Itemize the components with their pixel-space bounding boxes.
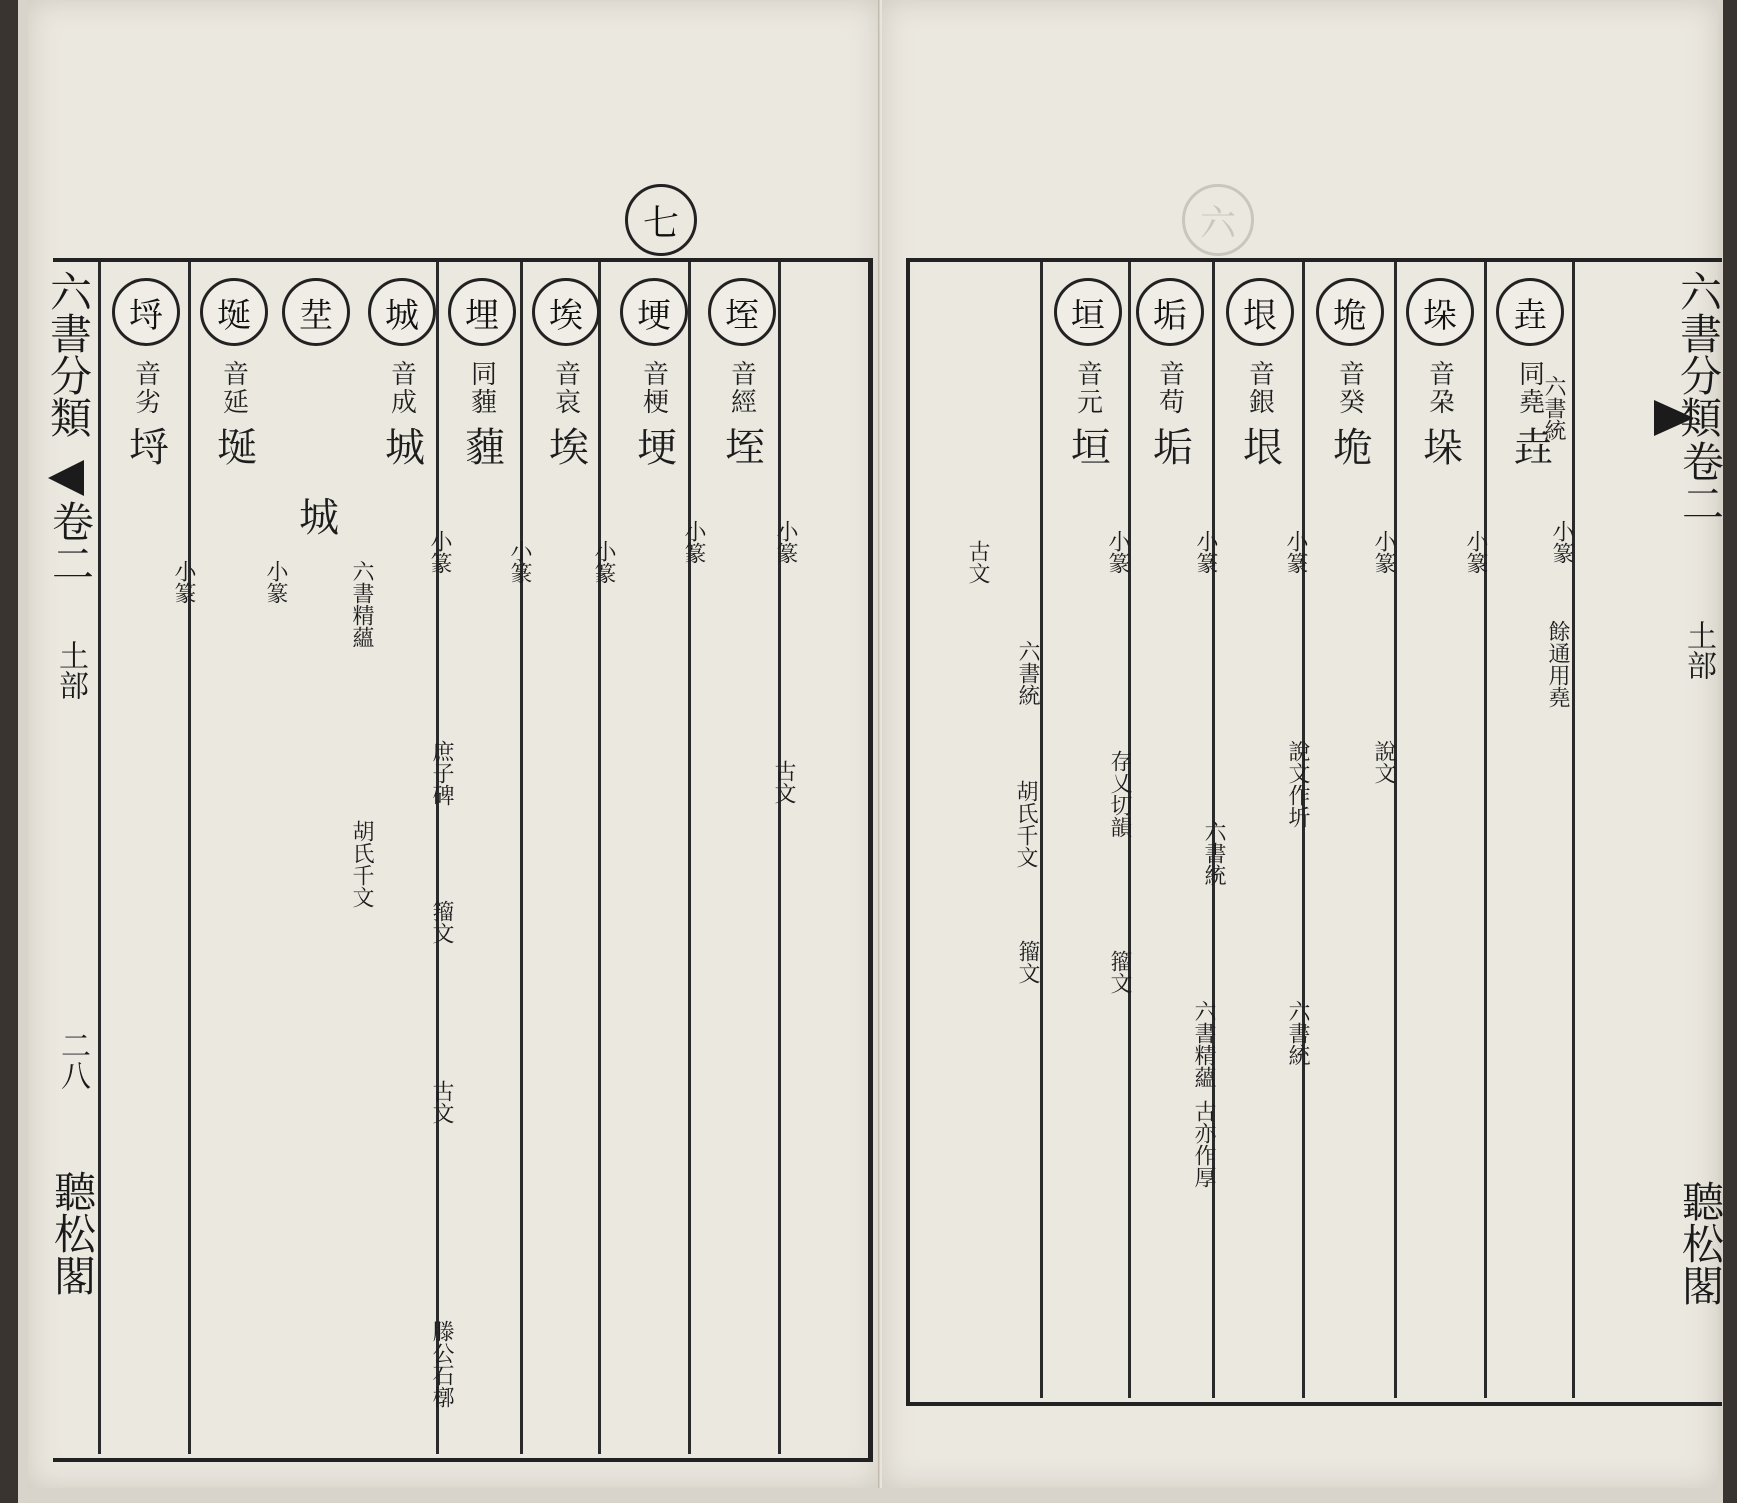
entry-script-label: 小篆	[507, 540, 532, 584]
entry-column	[706, 262, 778, 468]
right-margin-tab	[1654, 400, 1694, 436]
entry-note: 六書精蘊	[349, 560, 374, 648]
entry-note: 古文	[965, 540, 990, 584]
entry-script-label: 小篆	[1371, 530, 1396, 574]
entry-head: 城	[368, 278, 436, 346]
entry-note: 餘通用堯	[1545, 620, 1570, 708]
entry-column	[1224, 262, 1296, 468]
right-margin-title: 六書分類	[1674, 270, 1723, 438]
right-page	[882, 0, 1725, 1488]
entry-note: 胡氏千文	[1013, 780, 1038, 868]
seal-glyph: 垤	[718, 426, 765, 468]
entry-column	[446, 262, 518, 468]
entry-note: 籀文	[1107, 950, 1132, 994]
entry-note: 籀文	[429, 900, 454, 944]
entry-column	[1052, 262, 1124, 468]
seal-glyph: 埃	[542, 426, 589, 468]
entry-pronunciation: 音梗	[638, 360, 669, 416]
entry-script-label: 小篆	[1193, 530, 1218, 574]
seal-glyph: 垠	[1236, 426, 1283, 468]
entry-script-label: 小篆	[591, 540, 616, 584]
column-divider	[1484, 262, 1487, 1398]
entry-head: 埒	[112, 278, 180, 346]
entry-script-label: 小篆	[263, 560, 288, 604]
page-marker-right: 六	[1182, 184, 1254, 256]
entry-pronunciation: 音延	[218, 360, 249, 416]
seal-glyph: 城	[378, 426, 425, 468]
entry-column	[198, 262, 270, 468]
column-divider	[778, 262, 781, 1454]
left-page	[28, 0, 880, 1488]
page-marker-left: 七	[625, 184, 697, 256]
left-margin-publisher: 聽松閣	[48, 1170, 97, 1296]
entry-script-label: 小篆	[1105, 530, 1130, 574]
entry-note: 說文作圻	[1285, 740, 1310, 828]
right-margin-publisher: 聽松閣	[1676, 1180, 1725, 1306]
entry-script-label: 小篆	[427, 530, 452, 574]
entry-note: 說文	[1371, 740, 1396, 784]
entry-note: 六書統	[1285, 1000, 1310, 1066]
seal-glyph: 垝	[1326, 426, 1373, 468]
entry-head: 垢	[1136, 278, 1204, 346]
seal-glyph: 薶	[458, 426, 505, 468]
entry-script-label: 小篆	[1549, 520, 1574, 564]
entry-note: 六書統	[1541, 375, 1566, 441]
entry-pronunciation: 音元	[1072, 360, 1103, 416]
seal-glyph: 埏	[210, 426, 257, 468]
entry-pronunciation: 音銀	[1244, 360, 1275, 416]
seal-glyph: 垣	[1064, 426, 1111, 468]
entry-column	[366, 262, 438, 468]
column-divider	[188, 262, 191, 1454]
seal-glyph: 垛	[1416, 426, 1463, 468]
book-spread	[18, 0, 1723, 1503]
right-margin-volume: 卷二	[1676, 440, 1725, 524]
entry-column	[618, 262, 690, 468]
entry-column	[1314, 262, 1386, 468]
entry-column	[530, 262, 602, 468]
column-divider	[1572, 262, 1575, 1398]
entry-column	[1134, 262, 1206, 468]
entry-head: 埋	[448, 278, 516, 346]
entry-head: 垠	[1226, 278, 1294, 346]
entry-column	[110, 262, 182, 468]
entry-pronunciation: 音苟	[1154, 360, 1185, 416]
entry-script-label: 小篆	[773, 520, 798, 564]
entry-pronunciation: 音劣	[130, 360, 161, 416]
entry-pronunciation: 音哀	[550, 360, 581, 416]
entry-head: 垚	[1496, 278, 1564, 346]
column-divider	[98, 262, 101, 1454]
entry-pronunciation: 同堯	[1514, 360, 1545, 416]
left-margin-title: 六書分類	[44, 270, 93, 438]
entry-note: 存乂切韻	[1107, 750, 1132, 838]
entry-head: 埃	[532, 278, 600, 346]
entry-note: 古文	[771, 760, 796, 804]
entry-head: 埂	[620, 278, 688, 346]
seal-glyph: 垢	[1146, 426, 1193, 468]
entry-head: 垝	[1316, 278, 1384, 346]
left-margin-volume: 卷二	[46, 500, 95, 584]
entry-pronunciation: 音朶	[1424, 360, 1455, 416]
left-margin-section: 土部	[53, 640, 88, 700]
entry-column	[280, 262, 352, 538]
seal-glyph: 城	[292, 496, 339, 538]
entry-pronunciation: 音成	[386, 360, 417, 416]
seal-glyph: 埒	[122, 426, 169, 468]
entry-note: 庶子碑	[429, 740, 454, 806]
entry-head: 垛	[1406, 278, 1474, 346]
column-divider	[1394, 262, 1397, 1398]
left-margin-folio: 二八	[55, 1030, 90, 1090]
entry-head: 垤	[708, 278, 776, 346]
entry-pronunciation: 同薶	[466, 360, 497, 416]
entry-script-label: 小篆	[681, 520, 706, 564]
entry-script-label: 小篆	[1283, 530, 1308, 574]
column-divider	[520, 262, 523, 1454]
entry-note: 滕公石槨	[429, 1320, 454, 1408]
entry-note: 古文	[429, 1080, 454, 1124]
column-divider	[1302, 262, 1305, 1398]
entry-note: 古亦作厚	[1191, 1100, 1216, 1188]
entry-head: 埏	[200, 278, 268, 346]
entry-script-label: 小篆	[171, 560, 196, 604]
entry-note: 胡氏千文	[349, 820, 374, 908]
entry-note: 籀文	[1015, 940, 1040, 984]
entry-head: 坓	[282, 278, 350, 346]
entry-pronunciation: 音經	[726, 360, 757, 416]
entry-column	[1404, 262, 1476, 468]
seal-glyph: 埂	[630, 426, 677, 468]
seal-glyph: 垚	[1506, 426, 1553, 468]
entry-note: 六書統	[1015, 640, 1040, 706]
entry-head: 垣	[1054, 278, 1122, 346]
entry-pronunciation: 音癸	[1334, 360, 1365, 416]
entry-note: 六書統	[1201, 820, 1226, 886]
right-margin-section: 土部	[1681, 620, 1716, 680]
entry-note: 六書精蘊	[1191, 1000, 1216, 1088]
entry-script-label: 小篆	[1463, 530, 1488, 574]
